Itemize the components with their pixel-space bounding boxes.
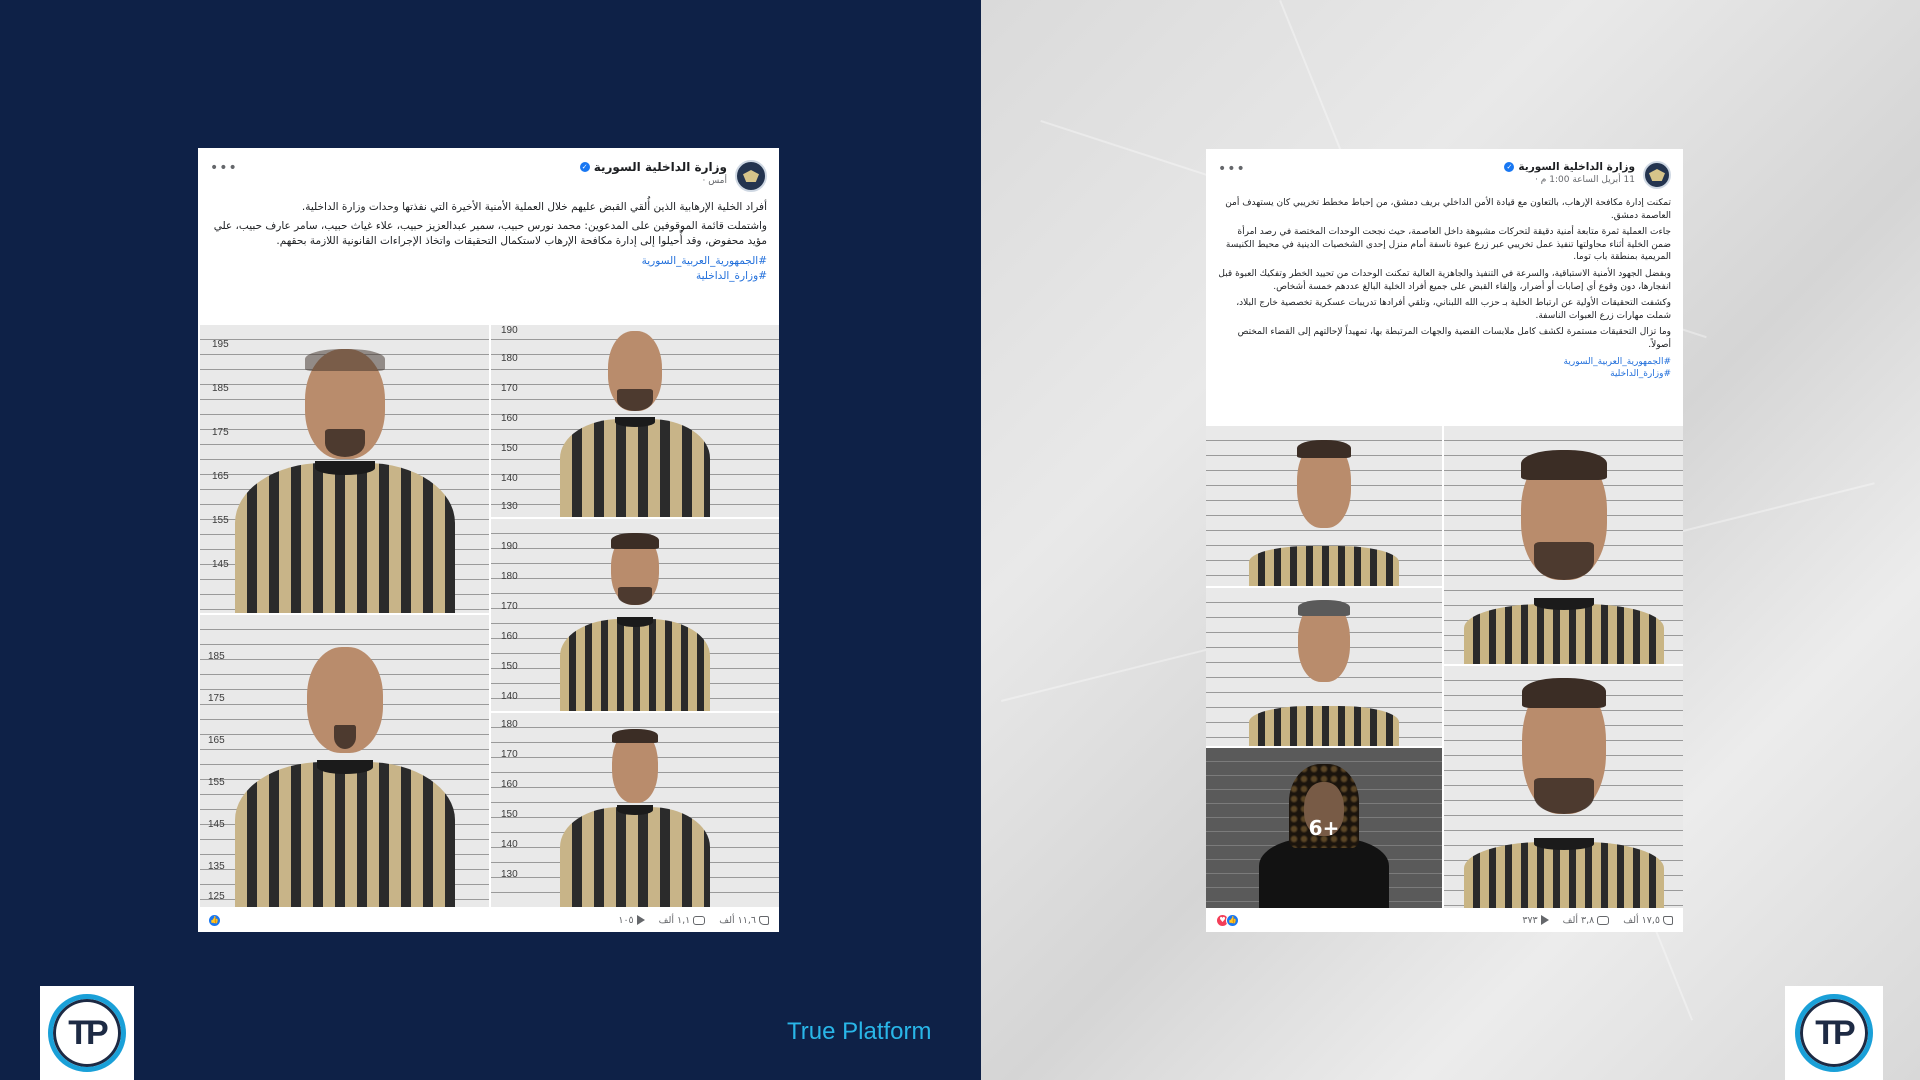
share-icon xyxy=(1541,915,1549,925)
page-meta xyxy=(238,160,727,186)
verified-badge-icon: ✓ xyxy=(580,162,590,172)
height-label: 140 xyxy=(501,839,518,850)
striped-shirt xyxy=(560,419,710,517)
post-paragraph: جاءت العملية ثمرة متابعة أمنية دقيقة لتحركات مشبوهة داخل العاصمة، حيث نجحت الوحدات المختصة في رصد امرأة ضمن الخلية أثناء محاولتها تنفيذ عمل تخريبي عبر زرع عبوة ناسفة أمام منزل إحدى الشخصيات الدينية في محيط الكنيسة المريمية بمنطقة باب توما. xyxy=(1225,227,1671,263)
hashtag-link[interactable]: #وزارة_الداخلية xyxy=(1610,369,1671,380)
mugshot-photo[interactable] xyxy=(1206,426,1442,586)
collar xyxy=(315,461,375,475)
striped-shirt xyxy=(235,762,455,907)
height-label: 185 xyxy=(212,383,229,394)
head xyxy=(305,349,385,459)
head xyxy=(1297,440,1351,528)
reactions-summary[interactable] xyxy=(208,914,221,927)
striped-shirt xyxy=(560,619,710,711)
height-label: 190 xyxy=(501,541,518,552)
height-label: 160 xyxy=(501,631,518,642)
collar xyxy=(1534,598,1594,610)
head xyxy=(307,647,383,753)
post-text xyxy=(1206,195,1683,387)
like-stat[interactable] xyxy=(719,915,769,926)
eagle-emblem-icon xyxy=(1649,169,1665,181)
post-footer xyxy=(1206,908,1683,932)
hashtag-link[interactable]: #وزارة_الداخلية xyxy=(696,269,767,282)
comment-stat[interactable] xyxy=(659,915,706,926)
page-meta xyxy=(1246,161,1635,185)
head xyxy=(608,331,662,411)
photo-grid xyxy=(1206,426,1683,908)
beard xyxy=(618,587,652,605)
post-paragraph: أفراد الخلية الإرهابية الذين أُلقي القبض عليهم خلال العملية الأمنية الأخيرة التي نفذتها وحدات وزارة الداخلية. xyxy=(301,201,767,213)
mugshot-photo[interactable] xyxy=(491,713,779,907)
mugshot-photo[interactable] xyxy=(1206,748,1442,908)
beard xyxy=(617,389,653,411)
reactions-summary[interactable] xyxy=(1216,914,1239,927)
height-label: 150 xyxy=(501,661,518,672)
comment-icon xyxy=(1597,916,1609,925)
height-label: 185 xyxy=(208,651,225,662)
height-label: 150 xyxy=(501,443,518,454)
collar xyxy=(317,760,373,774)
height-label: 175 xyxy=(208,693,225,704)
share-stat[interactable] xyxy=(1522,915,1548,926)
logo-letters: TP xyxy=(68,1013,106,1052)
brand-watermark: True Platform xyxy=(787,1018,932,1045)
striped-shirt xyxy=(235,463,455,613)
post-paragraph: تمكنت إدارة مكافحة الإرهاب، بالتعاون مع قيادة الأمن الداخلي بريف دمشق، من إحباط مخطط تخريبي كان يستهدف أمن العاصمة دمشق. xyxy=(1225,198,1671,221)
post-header xyxy=(1206,149,1683,195)
post-paragraph: وما تزال التحقيقات مستمرة لكشف كامل ملابسات القضية والجهات المرتبطة بها، تمهيداً لإحالتهم إلى القضاء المختص أصولاً. xyxy=(1237,327,1671,350)
like-count: ١٧,٥ ألف xyxy=(1623,914,1660,926)
share-stat[interactable] xyxy=(618,915,644,926)
mugshot-photo[interactable] xyxy=(1444,426,1683,664)
beard xyxy=(325,429,365,457)
striped-shirt xyxy=(560,807,710,907)
page-avatar[interactable] xyxy=(1643,161,1671,189)
post-paragraph: وكشفت التحقيقات الأولية عن ارتباط الخلية بـ حزب الله اللبناني، وتلقي أفرادها تدريبات عسكرية تخصصية خارج البلاد، شملت مهارات زرع العبوات الناسفة. xyxy=(1236,298,1671,321)
hair xyxy=(1522,678,1606,708)
height-label: 150 xyxy=(501,809,518,820)
page-avatar[interactable] xyxy=(735,160,767,192)
beard xyxy=(334,725,356,749)
comment-count: ١,١ ألف xyxy=(658,914,691,926)
like-icon xyxy=(1663,916,1673,925)
more-photos-overlay[interactable]: 6+ xyxy=(1206,748,1442,908)
height-label: 155 xyxy=(212,515,229,526)
more-options-icon[interactable]: ••• xyxy=(210,160,238,176)
striped-shirt xyxy=(1464,842,1664,908)
height-label: 155 xyxy=(208,777,225,788)
mugshot-photo[interactable] xyxy=(1206,588,1442,746)
height-label: 175 xyxy=(212,427,229,438)
height-label: 130 xyxy=(501,869,518,880)
comment-icon xyxy=(693,916,705,925)
height-label: 190 xyxy=(501,325,518,336)
height-label: 145 xyxy=(212,559,229,570)
post-text xyxy=(198,198,779,290)
page-name[interactable] xyxy=(238,160,727,174)
more-options-icon[interactable]: ••• xyxy=(1218,161,1246,177)
head xyxy=(1522,678,1606,814)
right-facebook-post xyxy=(1206,149,1683,932)
height-label: 140 xyxy=(501,691,518,702)
head xyxy=(1298,600,1350,682)
mugshot-photo[interactable] xyxy=(200,615,489,907)
share-icon xyxy=(637,915,645,925)
height-label: 180 xyxy=(501,571,518,582)
post-timestamp[interactable]: 11 أبريل الساعة 1:00 م · xyxy=(1535,175,1635,185)
like-count: ١١,٦ ألف xyxy=(719,914,756,926)
left-facebook-post xyxy=(198,148,779,932)
height-label: 145 xyxy=(208,819,225,830)
eagle-emblem-icon xyxy=(743,170,759,182)
height-label: 165 xyxy=(212,471,229,482)
hashtag-link[interactable]: #الجمهورية_العربية_السورية xyxy=(641,254,767,267)
height-label: 130 xyxy=(501,501,518,512)
head xyxy=(1521,450,1607,580)
height-label: 125 xyxy=(208,891,225,902)
hashtag-link[interactable]: #الجمهورية_العربية_السورية xyxy=(1563,356,1671,367)
collar xyxy=(617,617,653,627)
hair xyxy=(1297,440,1351,458)
like-reaction-icon: 👍 xyxy=(208,914,221,927)
true-platform-logo-left xyxy=(40,986,134,1080)
height-label: 160 xyxy=(501,779,518,790)
mugshot-photo[interactable] xyxy=(1444,666,1683,908)
height-label: 160 xyxy=(501,413,518,424)
hair xyxy=(305,349,385,371)
verified-badge-icon: ✓ xyxy=(1504,162,1514,172)
comment-stat[interactable] xyxy=(1563,915,1610,926)
collar xyxy=(617,805,653,815)
like-reaction-icon: 👍 xyxy=(1226,914,1239,927)
true-platform-logo-right xyxy=(1785,986,1883,1080)
mugshot-photo[interactable] xyxy=(491,325,779,517)
photo-grid xyxy=(198,325,779,907)
height-label: 180 xyxy=(501,353,518,364)
beard xyxy=(1534,542,1594,580)
logo-ring-icon xyxy=(48,994,126,1072)
share-count: ٣٧٣ xyxy=(1522,914,1538,926)
logo-ring-icon xyxy=(1795,994,1873,1072)
page-name-text[interactable]: وزارة الداخلية السورية xyxy=(1518,161,1635,173)
height-label: 135 xyxy=(208,861,225,872)
height-label: 165 xyxy=(208,735,225,746)
head xyxy=(611,533,659,605)
post-paragraph: وبفضل الجهود الأمنية الاستباقية، والسرعة في التنفيذ والجاهزية العالية تمكنت الوحدات من تحييد الخطر وتفكيك العبوة قبل انفجارها، دون وقوع أي إصابات أو أضرار، وإلقاء القبض على جميع أفراد الخلية البالغ عددهم خمسة أشخاص. xyxy=(1218,268,1671,292)
page-name[interactable] xyxy=(1246,161,1635,173)
post-header xyxy=(198,148,779,198)
collar xyxy=(1534,838,1594,850)
hair xyxy=(612,729,658,743)
height-label: 170 xyxy=(501,383,518,394)
beard xyxy=(1534,778,1594,814)
height-label: 170 xyxy=(501,601,518,612)
hair xyxy=(1521,450,1607,480)
comment-count: ٣,٨ ألف xyxy=(1562,914,1595,926)
height-label: 140 xyxy=(501,473,518,484)
height-label: 195 xyxy=(212,339,229,350)
like-stat[interactable] xyxy=(1623,915,1673,926)
page-name-text[interactable]: وزارة الداخلية السورية xyxy=(593,160,727,174)
love-reaction-icon: ♥ xyxy=(1216,914,1229,927)
logo-letters: TP xyxy=(1815,1013,1853,1052)
striped-shirt xyxy=(1249,706,1399,746)
like-icon xyxy=(759,916,769,925)
post-footer xyxy=(198,908,779,932)
head xyxy=(612,729,658,803)
hair xyxy=(1298,600,1350,616)
striped-shirt xyxy=(1249,546,1399,586)
striped-shirt xyxy=(1464,604,1664,664)
post-timestamp[interactable]: أمس · xyxy=(702,176,727,186)
post-paragraph: واشتملت قائمة الموقوفين على المدعوين: محمد نورس حبيب، سمير عبدالعزيز حبيب، علاء غياث حبيب، سامر عارف حبيب، علي مؤيد محفوض، وقد أُحيلوا إلى إدارة مكافحة الإرهاب لاستكمال التحقيقات واتخاذ الإجراءات القانونية اللازمة بحقهم. xyxy=(213,220,767,248)
mugshot-photo[interactable] xyxy=(200,325,489,613)
mugshot-photo[interactable] xyxy=(491,519,779,711)
collar xyxy=(615,417,655,427)
hair xyxy=(611,533,659,549)
share-count: ١٠٥ xyxy=(618,914,634,926)
height-label: 170 xyxy=(501,749,518,760)
height-label: 180 xyxy=(501,719,518,730)
